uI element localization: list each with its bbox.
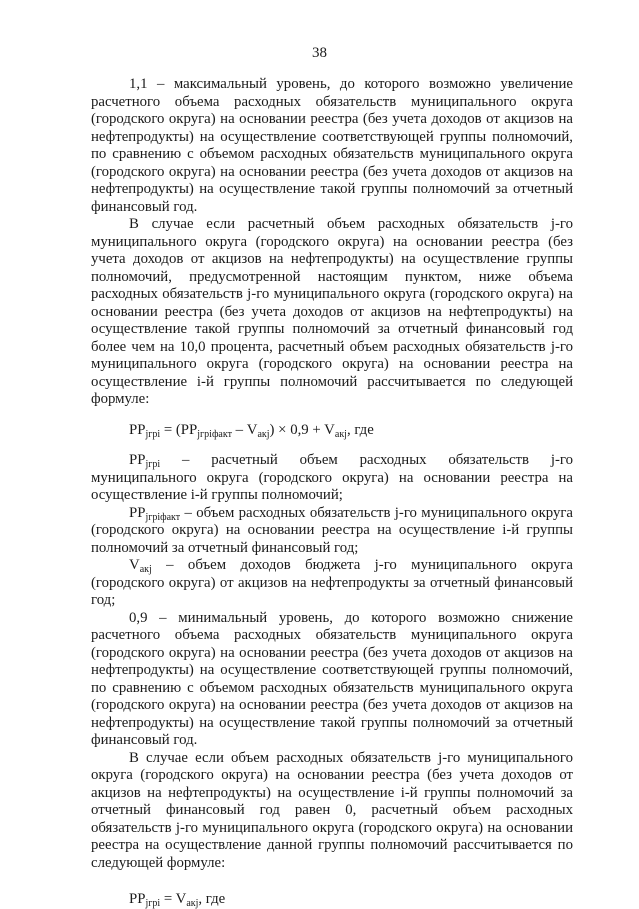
definition-pp-jgri [91,452,573,505]
definition-symbol: V [129,557,140,573]
formula-subscript: jгрi [145,428,161,440]
formula-text: , где [346,421,374,438]
paragraph-max-level: 1,1 – максимальный уровень, до которого возможно увеличение расчетного объема расходных обязательств муниципального округа (городского округа) на основании реестра (без учета доходов от акцизов на нефтепродукты) на осуществление соответствующей группы полномочий, по сравнению с объемом расходных обязательств муниципального округа (городского округа) на основании реестра (без учета доходов от акцизов на нефтепродукты) на осуществление такой группы полномочий за отчетный финансовый год. [91,76,573,215]
formula-subscript: акj [257,428,270,440]
formula-text: = V [160,891,187,907]
formula-subscript: акj [334,428,347,440]
formula-symbol: PP [129,891,146,907]
formula-text: , где [198,891,226,907]
formula-subscript: jгрi [145,898,161,909]
formula-text: = (PP [160,421,198,438]
definition-text: – объем доходов бюджета j-го муниципального округа (городского округа) от акцизов на нефтепродукты за отчетный финансовый год; [91,557,573,608]
formula-zero-volume [91,891,573,909]
formula-subscript: jгрiфакт [197,428,232,440]
definition-subscript: jгрiфакт [145,511,181,523]
definition-text: – объем расходных обязательств j-го муниципального округа (городского округа) на основании реестра на осуществление i-й группы полномочий за отчетный финансовый год; [91,504,573,556]
paragraph-condition-below: В случае если расчетный объем расходных обязательств j-го муниципального округа (городского округа) на основании реестра (без учета доходов от акцизов на нефтепродукты) на осуществление группы полномочий, предусмотренной настоящим пунктом, ниже объема расходных обязательств j-го муниципального округа (городского округа) на основании реестра (без учета доходов от акцизов на нефтепродукты) на осуществление такой группы полномочий за отчетный финансовый год более чем на 10,0 процента, расчетный объем расходных обязательств j-го муниципального округа (городского округа) на основании реестра на осуществление i-й группы полномочий рассчитывается по следующей формуле: [91,216,573,407]
formula-symbol: PP [129,421,146,438]
document-body [91,76,573,909]
formula-text: ) × 0,9 + V [269,421,335,438]
formula-subscript: акj [186,898,199,909]
formula-reduced-volume [91,422,573,440]
paragraph-condition-zero: В случае если объем расходных обязательств j-го муниципального округа (городского округа) на основании реестра (без учета доходов от акцизов на нефтепродукты) на осуществление i-й группы полномочий за отчетный финансовый год равен 0, расчетный объем расходных обязательств j-го муниципального округа (городского округа) на основании реестра на осуществление данной группы полномочий рассчитывается по следующей формуле: [91,749,573,871]
formula-text: – V [231,421,258,438]
definition-v-akj [91,557,573,610]
definition-symbol: PP [129,452,146,468]
definition-subscript: акj [139,564,152,575]
definition-text: – расчетный объем расходных обязательств j-го муниципального округа (городского округа) на основании реестра на осуществление i-й группы полномочий; [91,452,573,503]
definition-pp-jgrifakt [91,505,573,558]
page-number: 38 [312,45,327,61]
paragraph-min-level: 0,9 – минимальный уровень, до которого возможно снижение расчетного объема расходных обязательств муниципального округа (городского округа) на основании реестра (без учета доходов от акцизов на нефтепродукты) на осуществление соответствующей группы полномочий, по сравнению с объемом расходных обязательств муниципального округа (городского округа) на основании реестра (без учета доходов от акцизов на нефтепродукты) на осуществление такой группы полномочий за отчетный финансовый год. [91,609,573,748]
definition-subscript: jгрi [145,459,161,470]
definition-symbol: PP [129,504,146,521]
